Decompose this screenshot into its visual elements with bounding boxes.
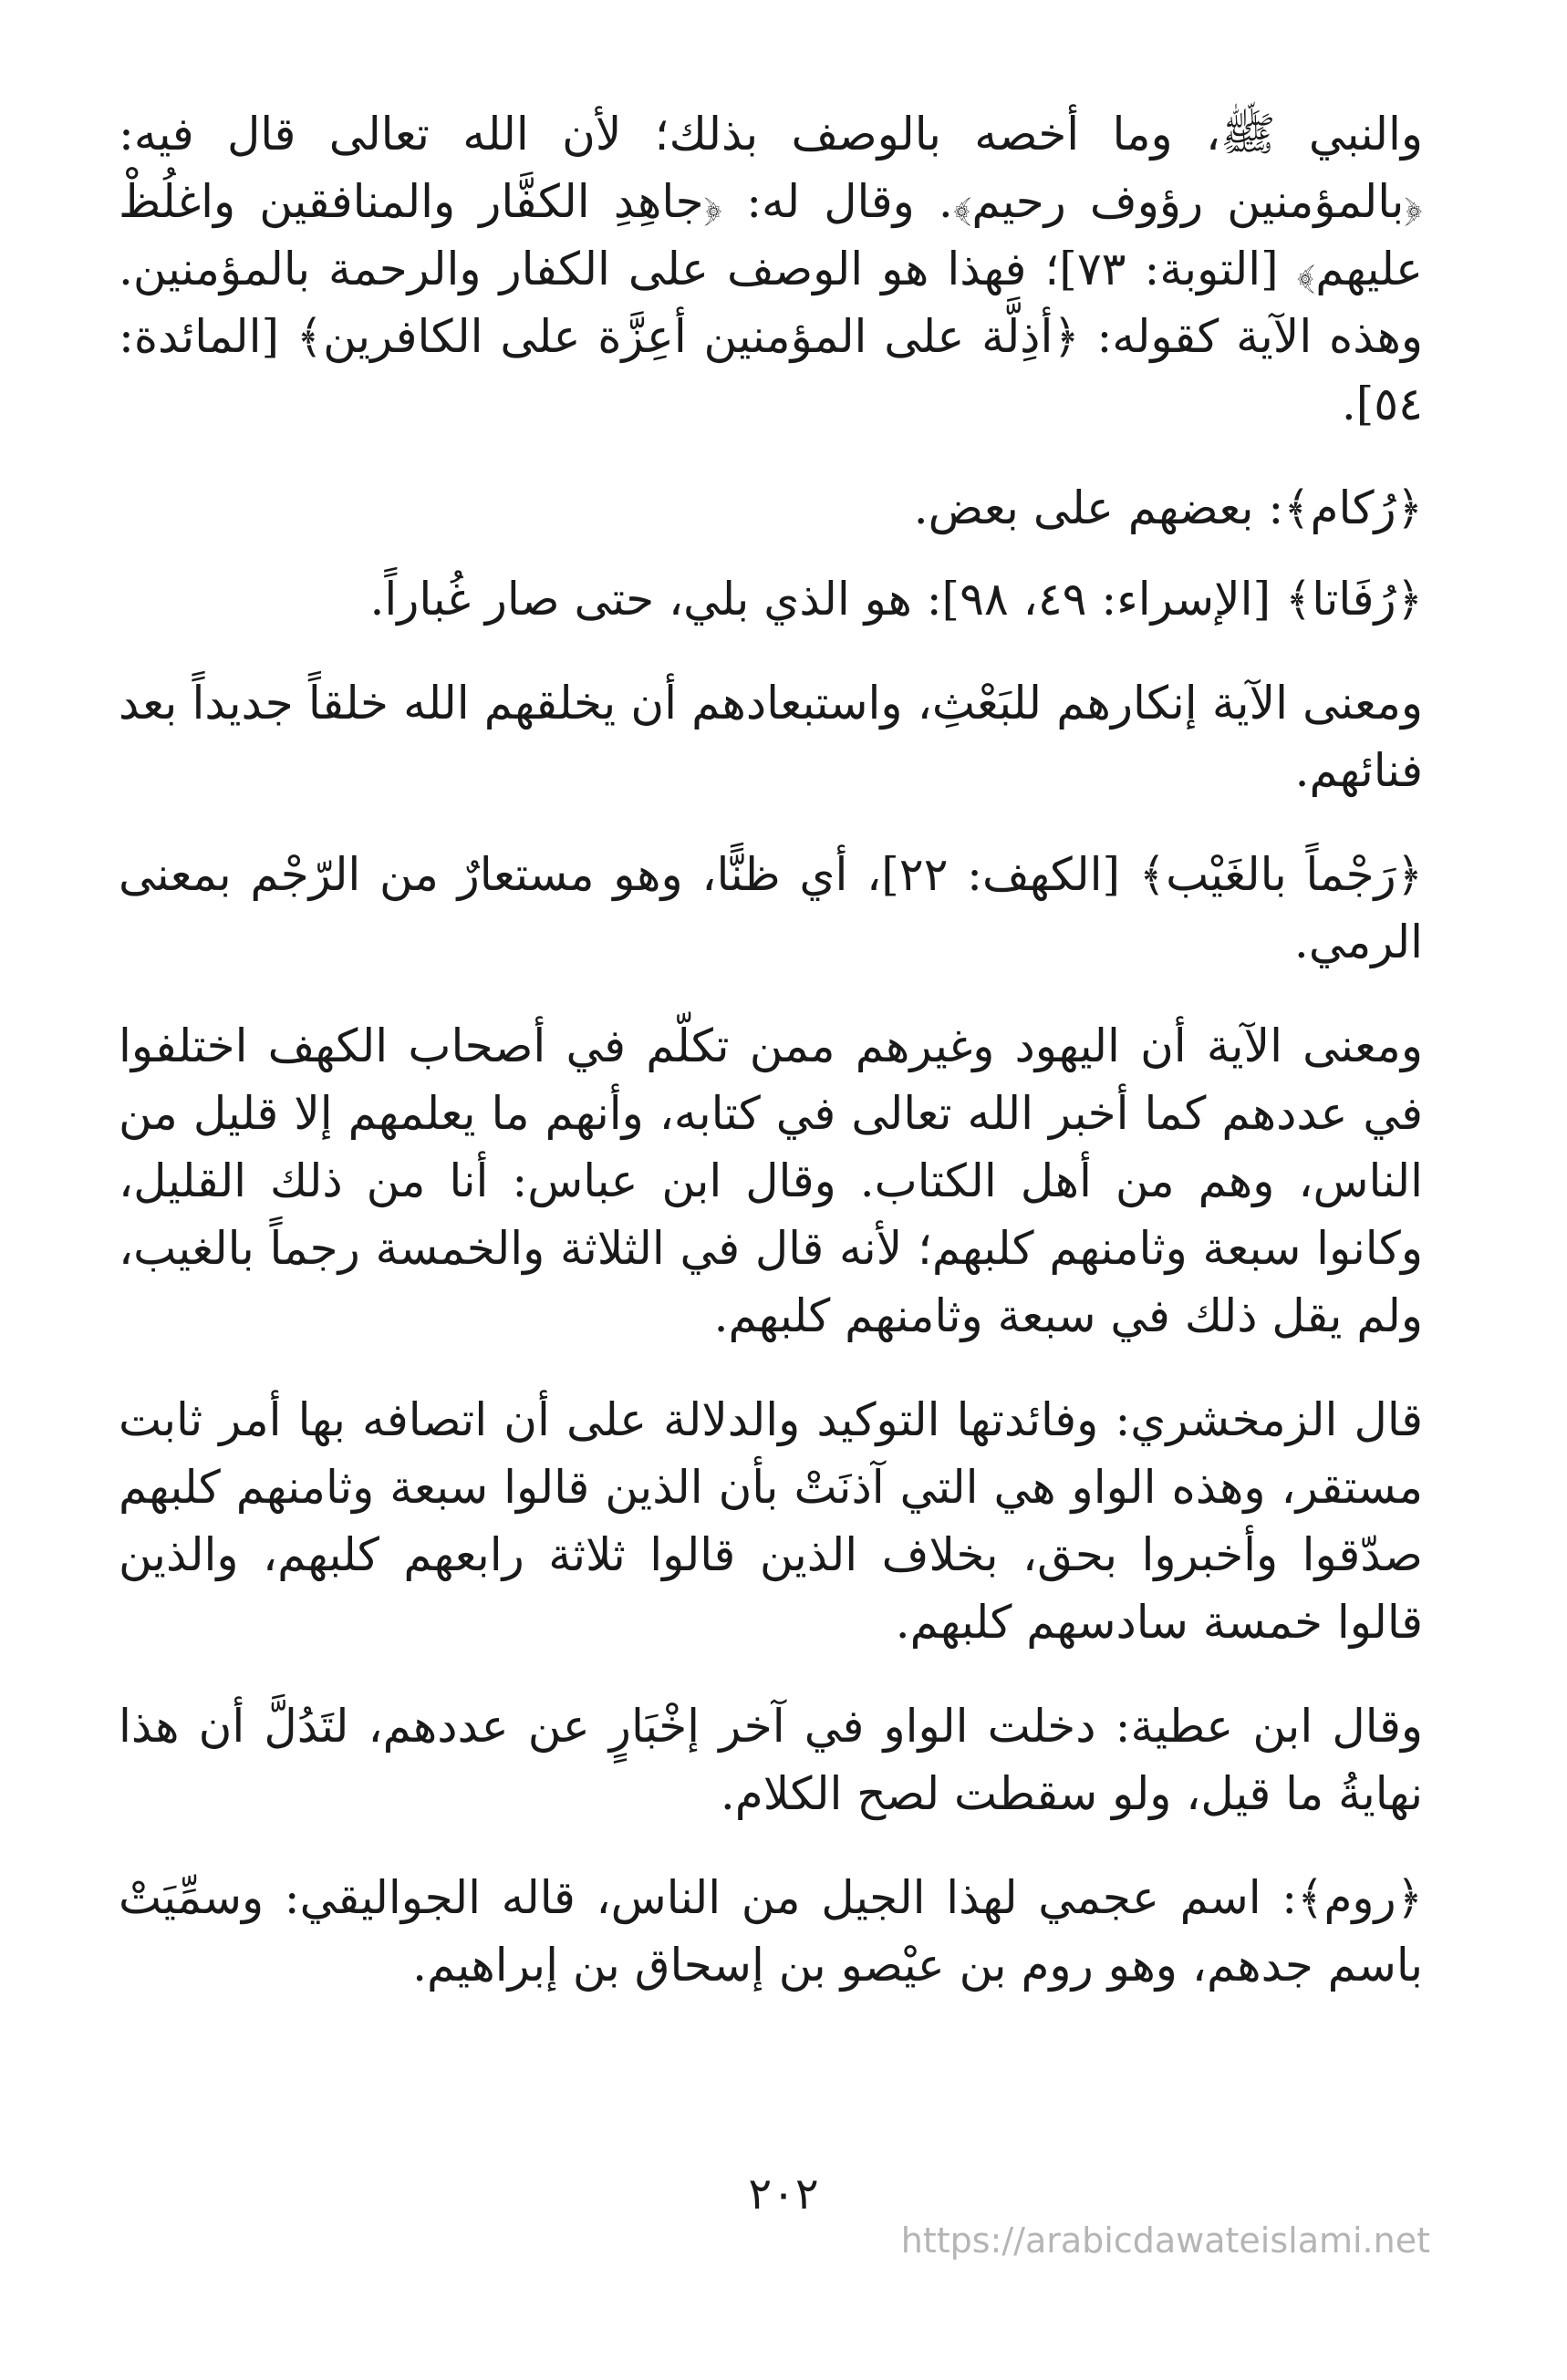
paragraph-text: ﴿رُفَاتا﴾ [الإسراء: ٤٩، ٩٨]: هو الذي بلي، حتى صار غُباراً. [369,573,1423,626]
paragraph-8 [119,1692,1423,1827]
paragraph-6 [119,1012,1423,1350]
paragraph-7 [119,1386,1423,1656]
page-text [119,100,1423,2035]
watermark-url: https://arabicdawateislami.net [900,2220,1430,2261]
paragraph-text: ومعنى الآية أن اليهود وغيرهم ممن تكلّم في أصحاب الكهف اختلفوا في عددهم كما أخبر الله تعالى في كتابه، وأنهم ما يعلمهم إلا قليل من الناس، وهم من أهل الكتاب. وقال ابن عباس: أنا من ذلك القليل، وكانوا سبعة وثامنهم كلبهم؛ لأنه قال في الثلاثة والخمسة رجماً بالغيب، ولم يقل ذلك في سبعة وثامنهم كلبهم. [119,1019,1423,1342]
paragraph-5 [119,841,1423,976]
paragraph-text: ومعنى الآية إنكارهم للبَعْثِ، واستبعادهم أن يخلقهم الله خلقاً جديداً بعد فنائهم. [119,677,1423,797]
paragraph-text: وقال ابن عطية: دخلت الواو في آخر إخْبَارٍ عن عددهم، لتَدُلَّ أن هذا نهايةُ ما قيل، ولو سقطت لصح الكلام. [119,1700,1423,1820]
paragraph-text: ﴿رُكام﴾: بعضهم على بعض. [913,481,1423,534]
paragraph-4 [119,669,1423,804]
paragraph-1 [119,100,1423,438]
paragraph-text: ﴿روم﴾: اسم عجمي لهذا الجيل من الناس، قاله الجواليقي: وسمِّيَتْ باسم جدهم، وهو روم بن عيْصو بن إسحاق بن إبراهيم. [119,1871,1423,1992]
paragraph-9 [119,1864,1423,1999]
paragraph-text: قال الزمخشري: وفائدتها التوكيد والدلالة على أن اتصافه بها أمر ثابت مستقر، وهذه الواو هي التي آذنَتْ بأن الذين قالوا سبعة وثامنهم كلبهم صدّقوا وأخبروا بحق، بخلاف الذين قالوا ثلاثة رابعهم كلبهم، والذين قالوا خمسة سادسهم كلبهم. [119,1393,1423,1649]
paragraph-2 [119,474,1423,542]
page-number: ٢٠٢ [748,2168,819,2220]
paragraph-text: ﴿رَجْماً بالغَيْب﴾ [الكهف: ٢٢]، أي ظنًّا، وهو مستعارٌ من الرّجْم بمعنى الرمي. [119,848,1423,968]
paragraph-3 [119,565,1423,633]
paragraph-text: والنبي ﷺ، وما أخصه بالوصف بذلك؛ لأن الله تعالى قال فيه: ﴿بالمؤمنين رؤوف رحيم﴾. وقال له: ﴿جاهِدِ الكفَّار والمنافقين واغلُظْ عليهم﴾ [التوبة: ٧٣]؛ فهذا هو الوصف على الكفار والرحمة بالمؤمنين. وهذه الآية كقوله: ﴿أذِلَّة على المؤمنين أعِزَّة على الكافرين﴾ [المائدة: ٥٤]. [119,108,1423,430]
